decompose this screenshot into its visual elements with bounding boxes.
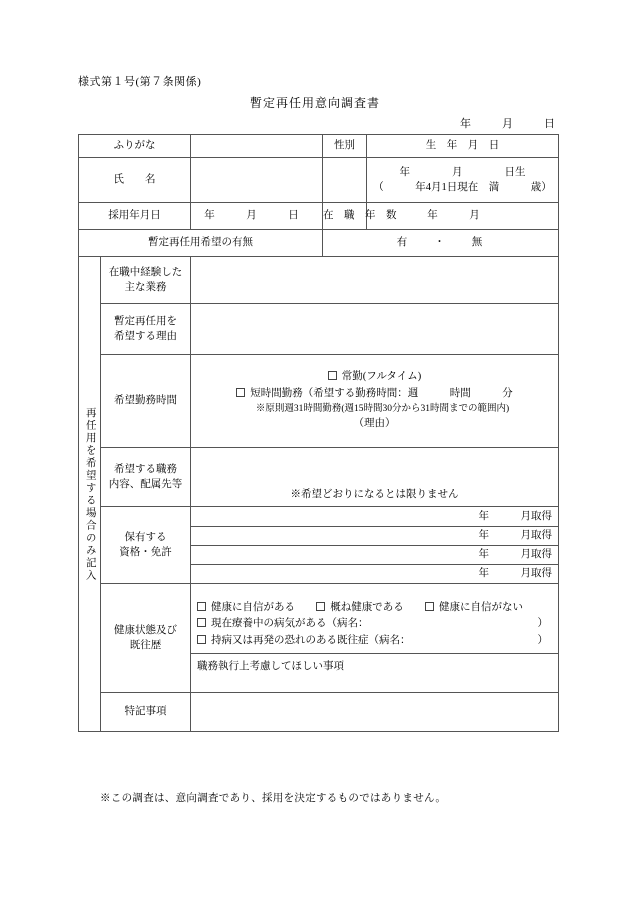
qualification-label-line-2: 資格・免許 — [119, 547, 172, 558]
dob-line-1: 年 月 日生 — [399, 166, 526, 178]
health-option-5-close: ） — [537, 634, 548, 646]
health-options-row-3[interactable] — [197, 633, 552, 649]
hire-date-label: 採用年月日 — [79, 203, 191, 230]
health-option-3-label: 健康に自信がない — [439, 601, 523, 613]
hours-input[interactable] — [191, 355, 559, 448]
wish-options[interactable]: 有 ・ 無 — [323, 230, 559, 257]
table-row-health — [79, 584, 559, 693]
table-row-wish — [79, 230, 559, 257]
experience-input[interactable] — [191, 257, 559, 304]
health-option-5-label: 持病又は再発の恐れのある既往症（病名： — [211, 634, 411, 646]
date-entry-line: 年 月 日 — [460, 118, 558, 130]
dob-header: 生 年 月 日 — [367, 135, 559, 158]
table-row-furigana — [79, 135, 559, 158]
dob-line-2: （ 年4月1日現在 満 歳） — [373, 182, 552, 193]
qualification-row-1[interactable]: 年 月取得 — [191, 508, 558, 527]
health-option-1-label: 健康に自信がある — [211, 601, 295, 613]
health-label — [101, 584, 191, 693]
hours-option-parttime-label: 短時間勤務（希望する勤務時間：週 時間 分 — [250, 387, 513, 399]
name-input[interactable] — [191, 158, 323, 203]
qualification-rows — [191, 507, 559, 584]
survey-form-table — [78, 134, 559, 732]
hours-reason-label: （理由） — [353, 418, 396, 430]
experience-label — [101, 257, 191, 304]
duty-label-line-1: 希望する職務 — [114, 463, 177, 475]
table-row-duty — [79, 448, 559, 507]
health-input — [191, 584, 559, 693]
checkbox-fulltime-icon[interactable] — [328, 371, 337, 380]
reason-label — [101, 304, 191, 355]
qualification-row-3[interactable]: 年 月取得 — [191, 545, 558, 564]
remarks-label: 特記事項 — [101, 693, 191, 732]
remarks-input[interactable] — [191, 693, 559, 732]
table-row-experience — [79, 257, 559, 304]
experience-label-line-1: 在職中経験した — [108, 266, 183, 278]
checkbox-health-confident-icon[interactable] — [197, 602, 206, 611]
duty-label-line-2: 内容、配属先等 — [108, 479, 183, 490]
health-options-row-1[interactable] — [197, 600, 552, 616]
vertical-section-label-text: 再任用を希望する場合のみ記入 — [84, 406, 96, 582]
gender-label: 性別 — [323, 135, 367, 158]
table-row-name — [79, 158, 559, 203]
page-title: 暫定再任用意向調査書 — [249, 96, 380, 110]
hours-option-fulltime-label: 常勤(フルタイム) — [341, 371, 422, 383]
name-label: 氏 名 — [79, 158, 191, 203]
table-row-hours — [79, 355, 559, 448]
duty-note: ※希望どおりになるとは限りません — [290, 488, 459, 500]
health-label-line-1: 健康状態及び — [114, 624, 177, 636]
tenure-label: 在 職 年 数 — [323, 203, 367, 230]
checkbox-chronic-illness-icon[interactable] — [197, 635, 206, 644]
duty-input[interactable] — [191, 448, 559, 507]
qualification-label-line-1: 保有する — [124, 531, 167, 543]
reason-label-line-1: 暫定再任用を — [114, 315, 177, 327]
health-label-line-2: 既往歴 — [129, 640, 162, 651]
qualification-label — [101, 507, 191, 584]
qualification-row[interactable] — [191, 564, 558, 583]
health-option-4-label: 現在療養中の病気がある（病名： — [211, 618, 369, 630]
table-row-reason — [79, 304, 559, 355]
furigana-label: ふりがな — [79, 135, 191, 158]
hours-label: 希望勤務時間 — [101, 355, 191, 448]
experience-label-line-2: 主な業務 — [124, 282, 167, 293]
form-number: 様式第１号(第７条関係) — [78, 76, 202, 88]
gender-input[interactable] — [323, 158, 367, 203]
table-row-hire-tenure — [79, 203, 559, 230]
health-options[interactable] — [191, 597, 558, 654]
health-option-4-close: ） — [537, 618, 548, 630]
hours-option-parttime[interactable] — [197, 386, 552, 402]
checkbox-parttime-icon[interactable] — [236, 388, 245, 397]
qualification-subtable — [191, 508, 558, 583]
checkbox-current-illness-icon[interactable] — [197, 618, 206, 627]
health-options-row-2[interactable] — [197, 616, 552, 632]
furigana-input[interactable] — [191, 135, 323, 158]
hours-note: ※原則週31時間勤務(週15時間30分から31時間までの範囲内) — [255, 403, 510, 414]
qualification-row[interactable] — [191, 526, 558, 545]
reason-input[interactable] — [191, 304, 559, 355]
reason-label-line-2: 希望する理由 — [114, 331, 177, 342]
health-consider-note: 職務執行上考慮してほしい事項 — [197, 660, 344, 672]
tenure-input[interactable]: 年 月 — [367, 203, 559, 230]
hire-date-input[interactable]: 年 月 日 — [191, 203, 323, 230]
wish-label: 暫定再任用希望の有無 — [79, 230, 323, 257]
qualification-row-4[interactable]: 年 月取得 — [478, 567, 552, 579]
qualification-row-2[interactable]: 年 月取得 — [191, 526, 558, 545]
dob-input[interactable] — [367, 158, 559, 203]
checkbox-health-not-confident-icon[interactable] — [425, 602, 434, 611]
health-consider-input[interactable] — [191, 654, 558, 679]
checkbox-health-generally-good-icon[interactable] — [316, 602, 325, 611]
duty-label — [101, 448, 191, 507]
hours-option-fulltime[interactable] — [197, 369, 552, 385]
qualification-row[interactable] — [191, 545, 558, 564]
vertical-section-label — [79, 257, 101, 732]
table-row-qualifications — [79, 507, 559, 584]
footer-note: ※この調査は、意向調査であり、採用を決定するものではありません。 — [100, 793, 447, 804]
table-row-remarks — [79, 693, 559, 732]
health-option-2-label: 概ね健康である — [330, 601, 404, 613]
qualification-row[interactable] — [191, 508, 558, 527]
